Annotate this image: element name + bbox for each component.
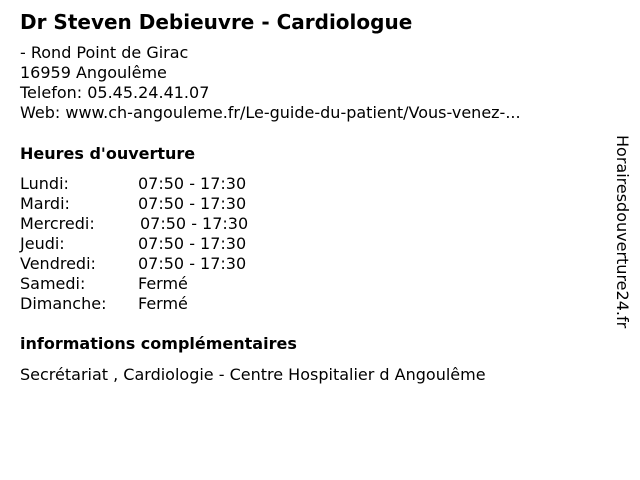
address-block [20,43,521,123]
info-text: Secrétariat , Cardiologie - Centre Hospitalier d Angoulême [20,365,486,384]
hours-day: Mardi: [20,194,70,213]
hours-row-thursday [20,234,320,254]
hours-time: 07:50 - 17:30 [138,174,247,193]
hours-row-monday [20,174,320,194]
side-watermark [612,135,632,345]
hours-time: 07:50 - 17:30 [138,194,247,213]
hours-day: Samedi: [20,274,86,293]
website-link[interactable]: Web: www.ch-angouleme.fr/Le-guide-du-patient/Vous-venez-... [20,103,521,122]
hours-table [20,174,320,314]
info-heading: informations complémentaires [20,334,297,353]
hours-time: 07:50 - 17:30 [140,214,249,233]
hours-row-wednesday [20,214,320,234]
hours-day: Mercredi: [20,214,95,233]
hours-day: Dimanche: [20,294,107,313]
hours-day: Lundi: [20,174,69,193]
hours-row-sunday [20,294,320,314]
hours-heading: Heures d'ouverture [20,144,196,163]
hours-time: Fermé [138,274,188,293]
hours-day: Vendredi: [20,254,96,273]
address-street: - Rond Point de Girac [20,43,189,62]
hours-time: Fermé [138,294,188,313]
hours-day: Jeudi: [20,234,65,253]
hours-time: 07:50 - 17:30 [138,254,247,273]
phone-number: Telefon: 05.45.24.41.07 [20,83,210,102]
hours-row-tuesday [20,194,320,214]
hours-time: 07:50 - 17:30 [138,234,247,253]
hours-row-friday [20,254,320,274]
page-title: Dr Steven Debieuvre - Cardiologue [20,10,413,34]
address-city: 16959 Angoulême [20,63,167,82]
side-watermark-text: Horairesdouverture24.fr [613,135,632,329]
hours-row-saturday [20,274,320,294]
